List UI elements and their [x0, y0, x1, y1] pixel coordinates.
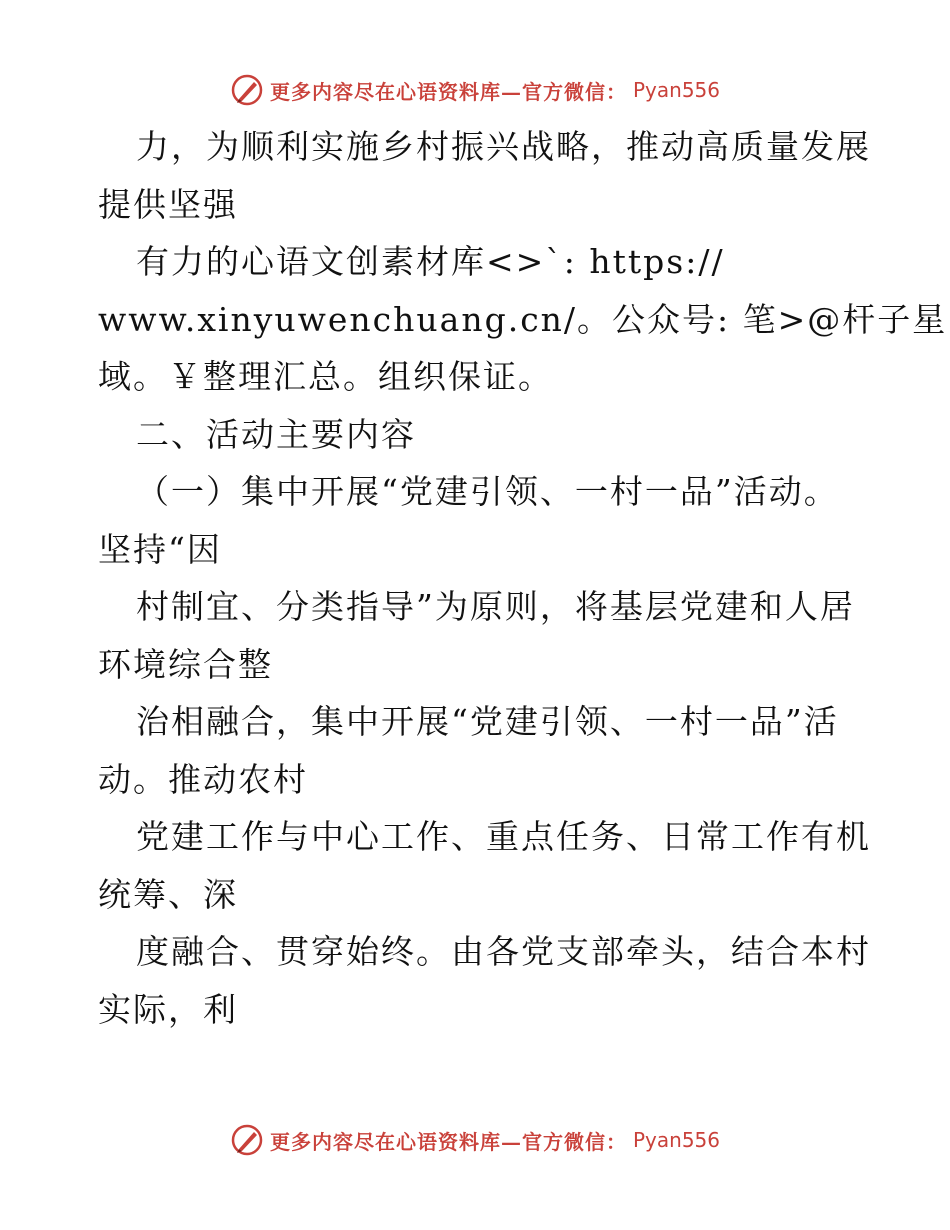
pen-logo-icon [230, 1123, 264, 1157]
text-line: 力，为顺利实施乡村振兴战略，推动高质量发展 [136, 127, 871, 166]
banner-text: 更多内容尽在心语资料库—官方微信： [269, 1129, 627, 1154]
text-line: 二、活动主要内容 [136, 414, 416, 454]
banner-wechat-id: Pyan556 [632, 78, 720, 102]
banner-wechat-id: Pyan556 [632, 1128, 720, 1152]
text-line: 域。￥整理汇总。组织保证。 [98, 357, 553, 396]
document-body [98, 118, 948, 1038]
text-line: 环境综合整 [98, 644, 273, 684]
text-line: 统筹、深 [98, 874, 238, 914]
text-line: 实际，利 [98, 989, 238, 1029]
text-line: www.xinyuwenchuang.cn/。公众号: 笔>@杆子星 [98, 299, 948, 339]
text-line: 有力的心语文创素材库<>`: https:// [136, 242, 725, 281]
footer-banner [0, 1120, 950, 1160]
pen-logo-icon [230, 73, 264, 107]
header-banner [0, 70, 950, 110]
text-line: 坚持“因 [98, 529, 222, 569]
text-line: 村制宜、分类指导”为原则，将基层党建和人居 [136, 587, 855, 626]
text-line: （一）集中开展“党建引领、一村一品”活动。 [136, 472, 839, 511]
banner-text: 更多内容尽在心语资料库—官方微信： [269, 79, 627, 104]
text-line: 动。推动农村 [98, 759, 308, 799]
text-line: 提供坚强 [98, 184, 238, 224]
text-line: 治相融合，集中开展“党建引领、一村一品”活 [136, 702, 839, 741]
text-line: 度融合、贯穿始终。由各党支部牵头，结合本村 [136, 932, 871, 971]
text-line: 党建工作与中心工作、重点任务、日常工作有机 [136, 817, 871, 856]
